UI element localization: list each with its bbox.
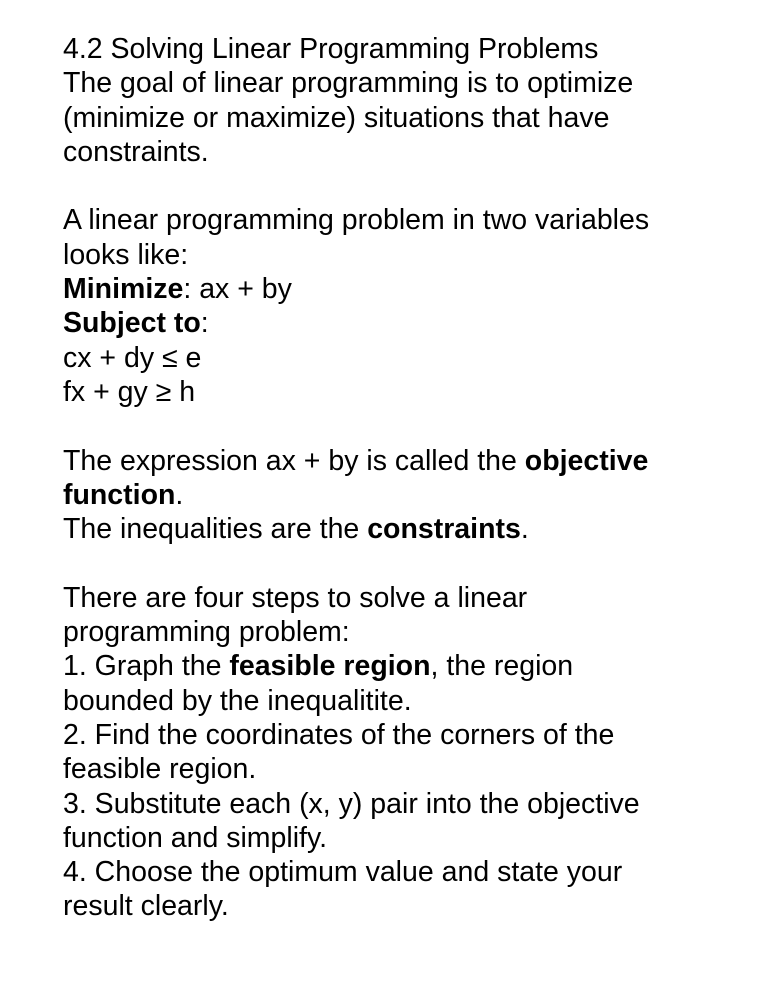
- step-1-line-2: bounded by the inequalitite.: [63, 684, 412, 717]
- step-2-line-1: 2. Find the coordinates of the corners of the: [63, 718, 615, 751]
- step-4-line-1: 4. Choose the optimum value and state your: [63, 856, 623, 889]
- objective-definition-line-2: [63, 478, 753, 512]
- step-3-line-2: function and simplify.: [63, 821, 328, 854]
- subject-to-colon: :: [200, 307, 209, 340]
- minimize-expression: : ax + by: [183, 273, 292, 306]
- minimize-label: Minimize: [63, 273, 184, 306]
- constraint-1: cx + dy ≤ e: [63, 341, 202, 374]
- subject-to-line: [63, 306, 753, 340]
- steps-intro-line-1: There are four steps to solve a linear: [63, 581, 528, 614]
- objective-period: .: [175, 478, 184, 511]
- step-1-prefix: 1. Graph the: [63, 650, 230, 683]
- paragraph-gap: [63, 409, 753, 443]
- subject-to-label: Subject to: [63, 307, 201, 340]
- step-1-suffix: , the region: [430, 650, 574, 683]
- step-4-line-2: result clearly.: [63, 890, 229, 923]
- objective-definition-line-1: [63, 444, 753, 478]
- constraints-term: constraints: [367, 513, 521, 546]
- intro-line-3: constraints.: [63, 135, 209, 168]
- intro-line-2: (minimize or maximize) situations that have: [63, 101, 610, 134]
- intro-line-1: The goal of linear programming is to optimize: [63, 67, 634, 100]
- constraint-2: fx + gy ≥ h: [63, 375, 196, 408]
- step-3-line-1: 3. Substitute each (x, y) pair into the objective: [63, 787, 640, 820]
- form-line-1: A linear programming problem in two variables: [63, 204, 650, 237]
- form-line-2: looks like:: [63, 238, 189, 271]
- paragraph-gap: [63, 169, 753, 203]
- steps-intro-line-2: programming problem:: [63, 616, 350, 649]
- step-2-line-2: feasible region.: [63, 753, 257, 786]
- feasible-region-term: feasible region: [229, 650, 431, 683]
- document-body: [63, 32, 753, 924]
- page-title: 4.2 Solving Linear Programming Problems: [63, 33, 599, 65]
- minimize-line: [63, 272, 753, 306]
- objective-term-part-2: function: [63, 478, 176, 511]
- step-1-line-1: [63, 649, 753, 683]
- objective-definition-text: The expression ax + by is called the: [63, 444, 525, 477]
- constraints-definition-text: The inequalities are the: [63, 513, 368, 546]
- constraints-definition-line: [63, 512, 753, 546]
- paragraph-gap: [63, 546, 753, 580]
- objective-term-part-1: objective: [524, 444, 649, 477]
- constraints-period: .: [520, 513, 529, 546]
